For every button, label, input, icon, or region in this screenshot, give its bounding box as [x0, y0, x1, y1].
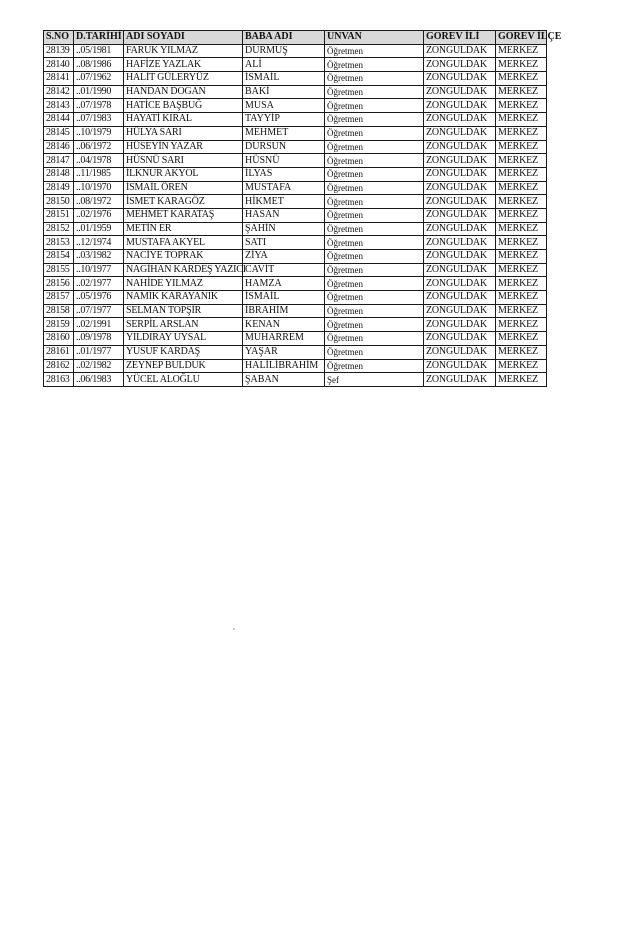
- cell-full-name: HAFİZE YAZLAK: [124, 58, 243, 72]
- cell-title: Öğretmen: [325, 154, 424, 168]
- table-row: [44, 126, 547, 140]
- cell-sno: 28153: [44, 236, 74, 250]
- cell-title: Öğretmen: [325, 72, 424, 86]
- cell-full-name: HANDAN DOĞAN: [124, 85, 243, 99]
- cell-duty-district: MERKEZ: [496, 167, 547, 181]
- cell-father-name: SATI: [243, 236, 325, 250]
- table-row: [44, 263, 547, 277]
- cell-full-name: METİN ER: [124, 222, 243, 236]
- cell-sno: 28140: [44, 58, 74, 72]
- header-father-name: BABA ADI: [243, 31, 325, 45]
- cell-full-name: MEHMET KARATAŞ: [124, 208, 243, 222]
- cell-birth-date: ..02/1977: [74, 277, 124, 291]
- cell-duty-province: ZONGULDAK: [424, 318, 496, 332]
- cell-birth-date: ..04/1978: [74, 154, 124, 168]
- cell-duty-district: MERKEZ: [496, 58, 547, 72]
- cell-sno: 28142: [44, 85, 74, 99]
- cell-title: Öğretmen: [325, 332, 424, 346]
- cell-sno: 28143: [44, 99, 74, 113]
- cell-full-name: MUSTAFA AKYEL: [124, 236, 243, 250]
- cell-duty-province: ZONGULDAK: [424, 373, 496, 387]
- cell-sno: 28146: [44, 140, 74, 154]
- cell-father-name: KENAN: [243, 318, 325, 332]
- cell-duty-province: ZONGULDAK: [424, 304, 496, 318]
- cell-duty-district: MERKEZ: [496, 140, 547, 154]
- cell-sno: 28154: [44, 250, 74, 264]
- scan-speck: [233, 628, 235, 630]
- cell-full-name: NAMIK KARAYANIK: [124, 291, 243, 305]
- cell-full-name: FARUK YILMAZ: [124, 44, 243, 58]
- cell-title: Öğretmen: [325, 99, 424, 113]
- cell-full-name: İSMET KARAGÖZ: [124, 195, 243, 209]
- cell-title: Öğretmen: [325, 85, 424, 99]
- cell-father-name: MUHARREM: [243, 332, 325, 346]
- cell-duty-district: MERKEZ: [496, 291, 547, 305]
- cell-birth-date: ..10/1977: [74, 263, 124, 277]
- cell-duty-province: ZONGULDAK: [424, 113, 496, 127]
- table-row: [44, 359, 547, 373]
- cell-birth-date: ..02/1991: [74, 318, 124, 332]
- table-header: [44, 31, 562, 45]
- cell-duty-province: ZONGULDAK: [424, 345, 496, 359]
- cell-birth-date: ..01/1959: [74, 222, 124, 236]
- cell-birth-date: ..02/1982: [74, 359, 124, 373]
- cell-birth-date: ..01/1977: [74, 345, 124, 359]
- cell-birth-date: ..01/1990: [74, 85, 124, 99]
- cell-title: Öğretmen: [325, 345, 424, 359]
- cell-duty-district: MERKEZ: [496, 277, 547, 291]
- cell-duty-district: MERKEZ: [496, 373, 547, 387]
- cell-full-name: NAHİDE YILMAZ: [124, 277, 243, 291]
- cell-father-name: CAVİT: [243, 263, 325, 277]
- cell-sno: 28156: [44, 277, 74, 291]
- cell-duty-province: ZONGULDAK: [424, 277, 496, 291]
- cell-birth-date: ..06/1983: [74, 373, 124, 387]
- table-row: [44, 195, 547, 209]
- table-row: [44, 304, 547, 318]
- cell-duty-district: MERKEZ: [496, 99, 547, 113]
- cell-duty-province: ZONGULDAK: [424, 236, 496, 250]
- header-duty-district: GOREV İLÇE: [496, 31, 547, 45]
- cell-duty-province: ZONGULDAK: [424, 332, 496, 346]
- cell-sno: 28144: [44, 113, 74, 127]
- cell-duty-district: MERKEZ: [496, 154, 547, 168]
- cell-birth-date: ..11/1985: [74, 167, 124, 181]
- cell-full-name: NAGİHAN KARDEŞ YAZICI: [124, 263, 243, 277]
- cell-birth-date: ..07/1977: [74, 304, 124, 318]
- cell-title: Öğretmen: [325, 167, 424, 181]
- cell-father-name: İLYAS: [243, 167, 325, 181]
- cell-title: Şef: [325, 373, 424, 387]
- cell-father-name: ŞAHİN: [243, 222, 325, 236]
- cell-sno: 28150: [44, 195, 74, 209]
- cell-birth-date: ..12/1974: [74, 236, 124, 250]
- cell-sno: 28148: [44, 167, 74, 181]
- cell-sno: 28152: [44, 222, 74, 236]
- cell-duty-province: ZONGULDAK: [424, 99, 496, 113]
- cell-duty-province: ZONGULDAK: [424, 208, 496, 222]
- cell-duty-province: ZONGULDAK: [424, 140, 496, 154]
- cell-duty-province: ZONGULDAK: [424, 222, 496, 236]
- cell-title: Öğretmen: [325, 318, 424, 332]
- cell-duty-province: ZONGULDAK: [424, 85, 496, 99]
- cell-father-name: DURSUN: [243, 140, 325, 154]
- cell-sno: 28157: [44, 291, 74, 305]
- cell-birth-date: ..10/1970: [74, 181, 124, 195]
- cell-duty-province: ZONGULDAK: [424, 359, 496, 373]
- table-row: [44, 181, 547, 195]
- cell-birth-date: ..02/1976: [74, 208, 124, 222]
- cell-birth-date: ..07/1978: [74, 99, 124, 113]
- table-row: [44, 44, 547, 58]
- cell-title: Öğretmen: [325, 208, 424, 222]
- cell-father-name: MEHMET: [243, 126, 325, 140]
- cell-full-name: HÜSNÜ SARI: [124, 154, 243, 168]
- cell-full-name: YILDIRAY UYSAL: [124, 332, 243, 346]
- cell-duty-district: MERKEZ: [496, 208, 547, 222]
- cell-full-name: HÜLYA SARI: [124, 126, 243, 140]
- cell-duty-district: MERKEZ: [496, 126, 547, 140]
- cell-father-name: TAYYİP: [243, 113, 325, 127]
- cell-duty-province: ZONGULDAK: [424, 72, 496, 86]
- cell-father-name: HALİLİBRAHİM: [243, 359, 325, 373]
- cell-birth-date: ..07/1983: [74, 113, 124, 127]
- cell-duty-province: ZONGULDAK: [424, 291, 496, 305]
- cell-duty-province: ZONGULDAK: [424, 250, 496, 264]
- table-row: [44, 236, 547, 250]
- cell-title: Öğretmen: [325, 181, 424, 195]
- cell-sno: 28160: [44, 332, 74, 346]
- cell-father-name: HASAN: [243, 208, 325, 222]
- cell-father-name: MUSA: [243, 99, 325, 113]
- cell-father-name: BAKİ: [243, 85, 325, 99]
- cell-sno: 28151: [44, 208, 74, 222]
- cell-father-name: ZİYA: [243, 250, 325, 264]
- cell-duty-province: ZONGULDAK: [424, 154, 496, 168]
- table-row: [44, 345, 547, 359]
- cell-title: Öğretmen: [325, 126, 424, 140]
- cell-duty-district: MERKEZ: [496, 345, 547, 359]
- cell-full-name: HÜSEYİN YAZAR: [124, 140, 243, 154]
- cell-duty-district: MERKEZ: [496, 263, 547, 277]
- cell-title: Öğretmen: [325, 291, 424, 305]
- cell-father-name: ŞABAN: [243, 373, 325, 387]
- cell-birth-date: ..08/1986: [74, 58, 124, 72]
- header-full-name: ADI SOYADI: [124, 31, 243, 45]
- cell-duty-district: MERKEZ: [496, 85, 547, 99]
- cell-sno: 28139: [44, 44, 74, 58]
- cell-father-name: MUSTAFA: [243, 181, 325, 195]
- table-row: [44, 318, 547, 332]
- cell-sno: 28163: [44, 373, 74, 387]
- header-sno: S.NO: [44, 31, 74, 45]
- table-row: [44, 291, 547, 305]
- table-row: [44, 277, 547, 291]
- cell-duty-province: ZONGULDAK: [424, 167, 496, 181]
- cell-full-name: YÜCEL ALOĞLU: [124, 373, 243, 387]
- cell-title: Öğretmen: [325, 195, 424, 209]
- cell-birth-date: ..05/1981: [74, 44, 124, 58]
- cell-duty-district: MERKEZ: [496, 250, 547, 264]
- cell-full-name: HAYATİ KIRAL: [124, 113, 243, 127]
- cell-title: Öğretmen: [325, 222, 424, 236]
- cell-duty-district: MERKEZ: [496, 44, 547, 58]
- cell-full-name: İLKNUR AKYOL: [124, 167, 243, 181]
- cell-duty-district: MERKEZ: [496, 318, 547, 332]
- cell-sno: 28162: [44, 359, 74, 373]
- cell-father-name: İSMAİL: [243, 72, 325, 86]
- cell-full-name: SELMAN TOPŞİR: [124, 304, 243, 318]
- table-row: [44, 85, 547, 99]
- cell-title: Öğretmen: [325, 304, 424, 318]
- cell-duty-district: MERKEZ: [496, 304, 547, 318]
- cell-title: Öğretmen: [325, 263, 424, 277]
- cell-duty-province: ZONGULDAK: [424, 195, 496, 209]
- table-row: [44, 140, 547, 154]
- cell-title: Öğretmen: [325, 250, 424, 264]
- cell-duty-province: ZONGULDAK: [424, 126, 496, 140]
- header-birth-date: D.TARİHİ: [74, 31, 124, 45]
- table-row: [44, 58, 547, 72]
- cell-duty-district: MERKEZ: [496, 359, 547, 373]
- cell-full-name: HALİT GÜLERYÜZ: [124, 72, 243, 86]
- cell-duty-province: ZONGULDAK: [424, 263, 496, 277]
- cell-birth-date: ..10/1979: [74, 126, 124, 140]
- cell-full-name: NACİYE TOPRAK: [124, 250, 243, 264]
- cell-birth-date: ..05/1976: [74, 291, 124, 305]
- cell-father-name: HİKMET: [243, 195, 325, 209]
- cell-father-name: ALİ: [243, 58, 325, 72]
- table-row: [44, 250, 547, 264]
- cell-sno: 28158: [44, 304, 74, 318]
- cell-full-name: YUSUF KARDAŞ: [124, 345, 243, 359]
- cell-sno: 28141: [44, 72, 74, 86]
- cell-father-name: YAŞAR: [243, 345, 325, 359]
- cell-father-name: DURMUŞ: [243, 44, 325, 58]
- table-row: [44, 373, 547, 387]
- cell-duty-district: MERKEZ: [496, 222, 547, 236]
- cell-duty-province: ZONGULDAK: [424, 58, 496, 72]
- cell-duty-district: MERKEZ: [496, 332, 547, 346]
- cell-father-name: İBRAHİM: [243, 304, 325, 318]
- cell-title: Öğretmen: [325, 113, 424, 127]
- header-duty-province: GOREV İLİ: [424, 31, 496, 45]
- cell-full-name: ZEYNEP BULDUK: [124, 359, 243, 373]
- cell-sno: 28149: [44, 181, 74, 195]
- cell-title: Öğretmen: [325, 236, 424, 250]
- table-row: [44, 113, 547, 127]
- cell-duty-province: ZONGULDAK: [424, 181, 496, 195]
- cell-birth-date: ..03/1982: [74, 250, 124, 264]
- cell-full-name: HATİCE BAŞBUĞ: [124, 99, 243, 113]
- table-row: [44, 154, 547, 168]
- cell-birth-date: ..09/1978: [74, 332, 124, 346]
- cell-title: Öğretmen: [325, 44, 424, 58]
- cell-full-name: İSMAİL ÖREN: [124, 181, 243, 195]
- cell-father-name: HAMZA: [243, 277, 325, 291]
- cell-sno: 28155: [44, 263, 74, 277]
- table-row: [44, 332, 547, 346]
- table-row: [44, 222, 547, 236]
- header-row: [44, 31, 547, 45]
- cell-title: Öğretmen: [325, 277, 424, 291]
- cell-sno: 28145: [44, 126, 74, 140]
- cell-duty-district: MERKEZ: [496, 72, 547, 86]
- table-body: [44, 44, 547, 386]
- cell-duty-district: MERKEZ: [496, 195, 547, 209]
- table-row: [44, 208, 547, 222]
- header-title: UNVAN: [325, 31, 424, 45]
- cell-sno: 28161: [44, 345, 74, 359]
- cell-sno: 28159: [44, 318, 74, 332]
- cell-birth-date: ..08/1972: [74, 195, 124, 209]
- cell-duty-district: MERKEZ: [496, 236, 547, 250]
- cell-father-name: HÜSNÜ: [243, 154, 325, 168]
- cell-title: Öğretmen: [325, 359, 424, 373]
- cell-title: Öğretmen: [325, 58, 424, 72]
- table-row: [44, 72, 547, 86]
- cell-birth-date: ..06/1972: [74, 140, 124, 154]
- personnel-table: [43, 30, 562, 387]
- cell-sno: 28147: [44, 154, 74, 168]
- cell-duty-province: ZONGULDAK: [424, 44, 496, 58]
- cell-birth-date: ..07/1962: [74, 72, 124, 86]
- table-row: [44, 99, 547, 113]
- cell-full-name: SERPİL ARSLAN: [124, 318, 243, 332]
- table-row: [44, 167, 547, 181]
- cell-duty-district: MERKEZ: [496, 181, 547, 195]
- cell-title: Öğretmen: [325, 140, 424, 154]
- cell-duty-district: MERKEZ: [496, 113, 547, 127]
- cell-father-name: İSMAİL: [243, 291, 325, 305]
